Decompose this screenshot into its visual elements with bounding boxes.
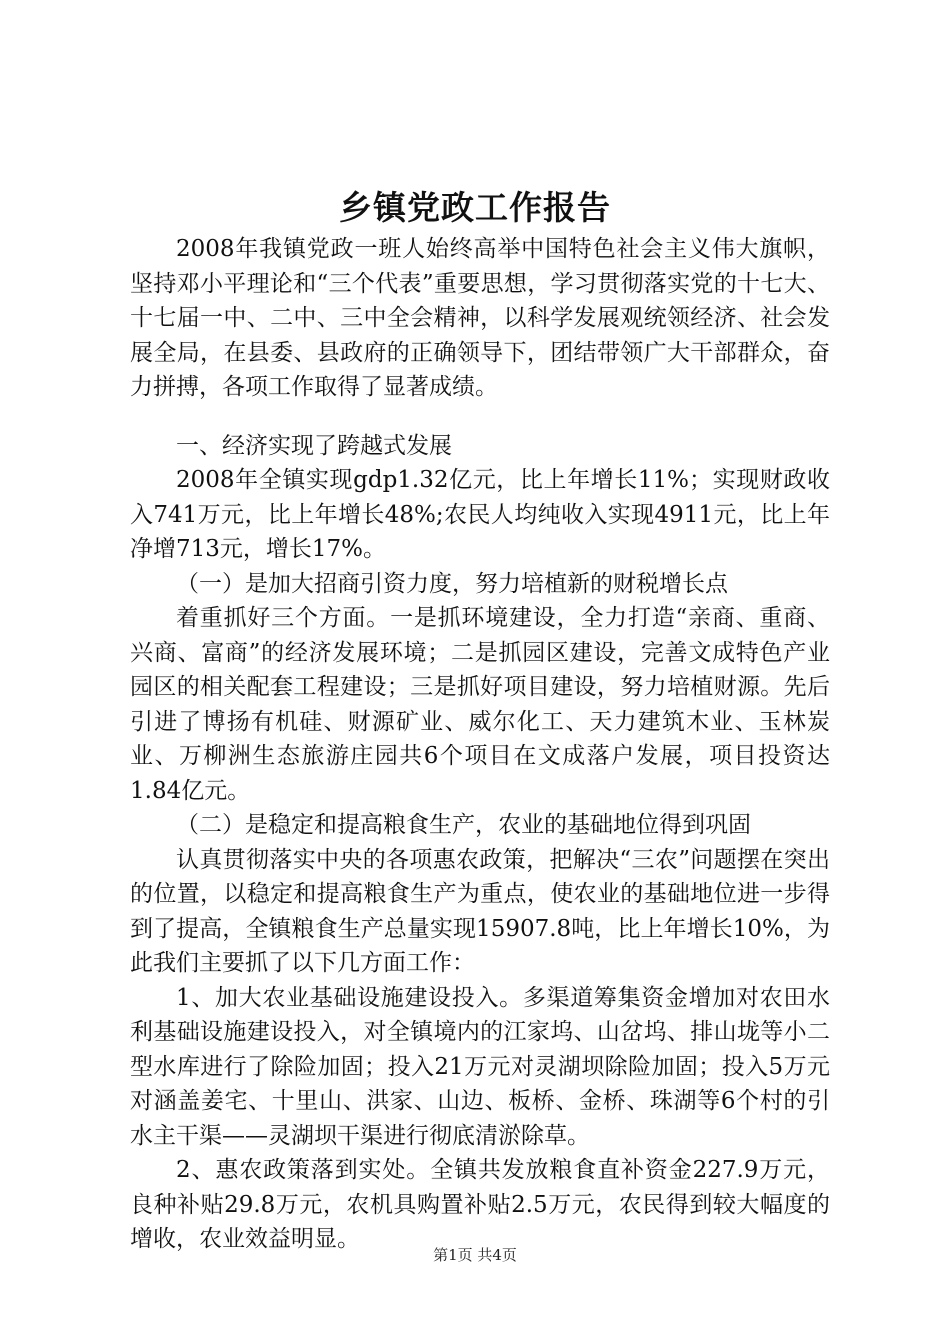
- paragraph-economy-figures: 2008年全镇实现gdp1.32亿元，比上年增长11%；实现财政收入741万元，比上年增长48%;农民人均纯收入实现4911元，比上年净增713元，增长17%。: [130, 467, 830, 562]
- paragraph-infrastructure: 1、加大农业基础设施建设投入。多渠道筹集资金增加对农田水利基础设施建设投入，对全镇境内的江家坞、山岔坞、排山垅等小二型水库进行了除险加固；投入21万元对灵湖坝除险加固；投入5万元对涵盖姜宅、十里山、洪家、山边、板桥、金桥、珠湖等6个村的引水主干渠——灵湖坝干渠进行彻底清淤除草。: [130, 984, 830, 1149]
- document-body: [130, 232, 830, 1257]
- paragraph-subsidies: 2、惠农政策落到实处。全镇共发放粮食直补资金227.9万元，良种补贴29.8万元，农机具购置补贴2.5万元，农民得到较大幅度的增收，农业效益明显。: [130, 1157, 830, 1252]
- subheading-grain: （二）是稳定和提高粮食生产，农业的基础地位得到巩固: [176, 812, 751, 838]
- page-footer: 第1页 共4页: [433, 1246, 517, 1264]
- paragraph-investment: 着重抓好三个方面。一是抓环境建设，全力打造“亲商、重商、兴商、富商”的经济发展环境；二是抓园区建设，完善文成特色产业园区的相关配套工程建设；三是抓好项目建设，努力培植财源。先后引进了博扬有机硅、财源矿业、威尔化工、天力建筑木业、玉林炭业、万柳洲生态旅游庄园共6个项目在文成落户发展，项目投资达1.84亿元。: [130, 605, 830, 804]
- section-heading-economy: 一、经济实现了跨越式发展: [176, 432, 452, 459]
- paragraph-grain: 认真贯彻落实中央的各项惠农政策，把解决“三农”问题摆在突出的位置，以稳定和提高粮食生产为重点，使农业的基础地位进一步得到了提高，全镇粮食生产总量实现15907.8吨，比上年增长10%，为此我们主要抓了以下几方面工作：: [130, 846, 830, 976]
- paragraph-intro: 2008年我镇党政一班人始终高举中国特色社会主义伟大旗帜，坚持邓小平理论和“三个代表”重要思想，学习贯彻落实党的十七大、十七届一中、二中、三中全会精神，以科学发展观统领经济、社会发展全局，在县委、县政府的正确领导下，团结带领广大干部群众，奋力拼搏，各项工作取得了显著成绩。: [130, 236, 830, 400]
- document-title: 乡镇党政工作报告: [339, 188, 611, 227]
- subheading-investment: （一）是加大招商引资力度，努力培植新的财税增长点: [176, 570, 728, 597]
